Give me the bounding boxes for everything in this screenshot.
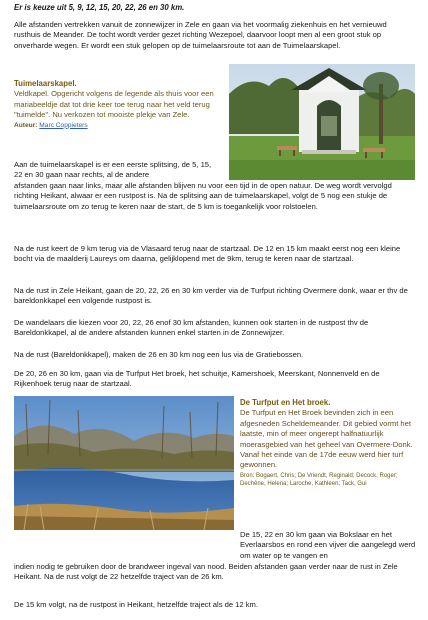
caption-text: De Turfput en Het Broek bevinden zich in een afgesneden Scheldemeander. Dit gebied vormt het laatste, min of meer ongerept halfnatuurlijk moerasgebied van het geheel van Overmere-Donk. Vanaf het einde van de 17de eeuw werd hier turf gewonnen. [240, 408, 413, 470]
caption-text: Veldkapel. Opgericht volgens de legende als thuis voor een mariabeeldje dat tot drie keer toe terug naar het veld terug "tuimelde". Nu verkozen tot mooiste plekje van Zele. [14, 89, 214, 120]
caption-title: De Turfput en Het broek. [240, 398, 331, 407]
caption-author [14, 121, 224, 131]
turfput-route-paragraph: De 20, 26 en 30 km, gaan via de Turfput Het broek, het schuitje, Kamershoek, Meerskant, Nonnenveld en de Rijkenhoek terug naar de startzaal. [14, 369, 380, 389]
splitsing-paragraph: afstanden gaan naar links, maar alle afstanden blijven nu voor een tijd in de open natuur. De weg wordt vervolgd richting Heikant, alwaar er een rustpost is. Na de splitsing aan de tuimelaarskapel, volgt de 5 nog een stukje de tuimelaarsroute om zo terug te keren naar de start, de 5 km is toegankelijk voor rolstoelen. [14, 181, 392, 211]
turfput-caption [240, 398, 416, 488]
tuimelaarskapel-caption [14, 79, 224, 131]
turfput-photo [14, 396, 234, 530]
tuimelaarskapel-photo [229, 64, 415, 180]
distance-options-heading: Er is keuze uit 5, 9, 12, 15, 20, 22, 26 en 30 km. [14, 3, 185, 12]
author-label: Auteur: [14, 121, 38, 129]
final-paragraph: De 15 km volgt, na de rustpost in Heikant, hetzelfde traject als de 12 km. [14, 600, 258, 609]
caption-title: Tuimelaarskapel. [14, 79, 77, 88]
gratiebossen-paragraph: Na de rust (Bareldonkkapel), maken de 26 en 30 km nog een lus via de Gratiebossen. [14, 350, 304, 359]
heikant-paragraph: Na de rust in Zele Heikant, gaan de 20, 22, 26 en 30 km verder via de Turfput richting Overmere donk, waar er thv de bareldonkkapel een volgende rustpost is. [14, 286, 408, 306]
author-link[interactable]: Marc Coppieters [39, 121, 88, 129]
intro-paragraph: Alle afstanden vertrekken vanuit de zonnewijzer in Zele en gaan via het voormalig ziekenhuis en het vernieuwd rusthuis de Meander. De tocht wordt verder gezet richting Wezepoel, daarvoor loopt men al een groot stuk op onverharde wegen. Er wordt een stuk gelopen op de tuimelaarsroute tot aan de Tuimelaarskapel. [14, 20, 387, 50]
splitsing-paragraph-start: Aan de tuimelaarskapel is er een eerste splitsing, de 5, 15, 22 en 30 gaan naar rechts, al de andere [14, 160, 212, 180]
bokslaar-paragraph-start: De 15, 22 en 30 km gaan via Bokslaar en het Everlaarsbos en rond een vijver die aangelegd werd om water op te vangen en [240, 530, 416, 560]
bokslaar-paragraph: indien nodig te gebruiken door de brandweer ingeval van nood. Beiden afstanden gaan verder naar de rust in Zele Heikant. Na de rust volgt de 22 hetzelfde traject van de 26 km. [14, 562, 398, 582]
rust-return-paragraph: Na de rust keert de 9 km terug via de Vlasaard terug naar de startzaal. De 12 en 15 km maakt eerst nog een kleine bocht via de maalderij Laureys om daarna, gelijklopend met de 9km, terug te keren naar de startzaal. [14, 244, 401, 264]
caption-credits: Bron: Bogaert, Chris; De Vriendt, Reginald; Decock, Roger; Dechêne, Helena; Laroche, Kathleen; Tack, Gui [240, 472, 398, 487]
start-options-paragraph: De wandelaars die kiezen voor 20, 22, 26 enof 30 km afstanden, kunnen ook starten in de rustpost thv de Bareldonkkapel, al de andere afstanden kunnen enkel starten in de Zonnewijzer. [14, 318, 369, 338]
